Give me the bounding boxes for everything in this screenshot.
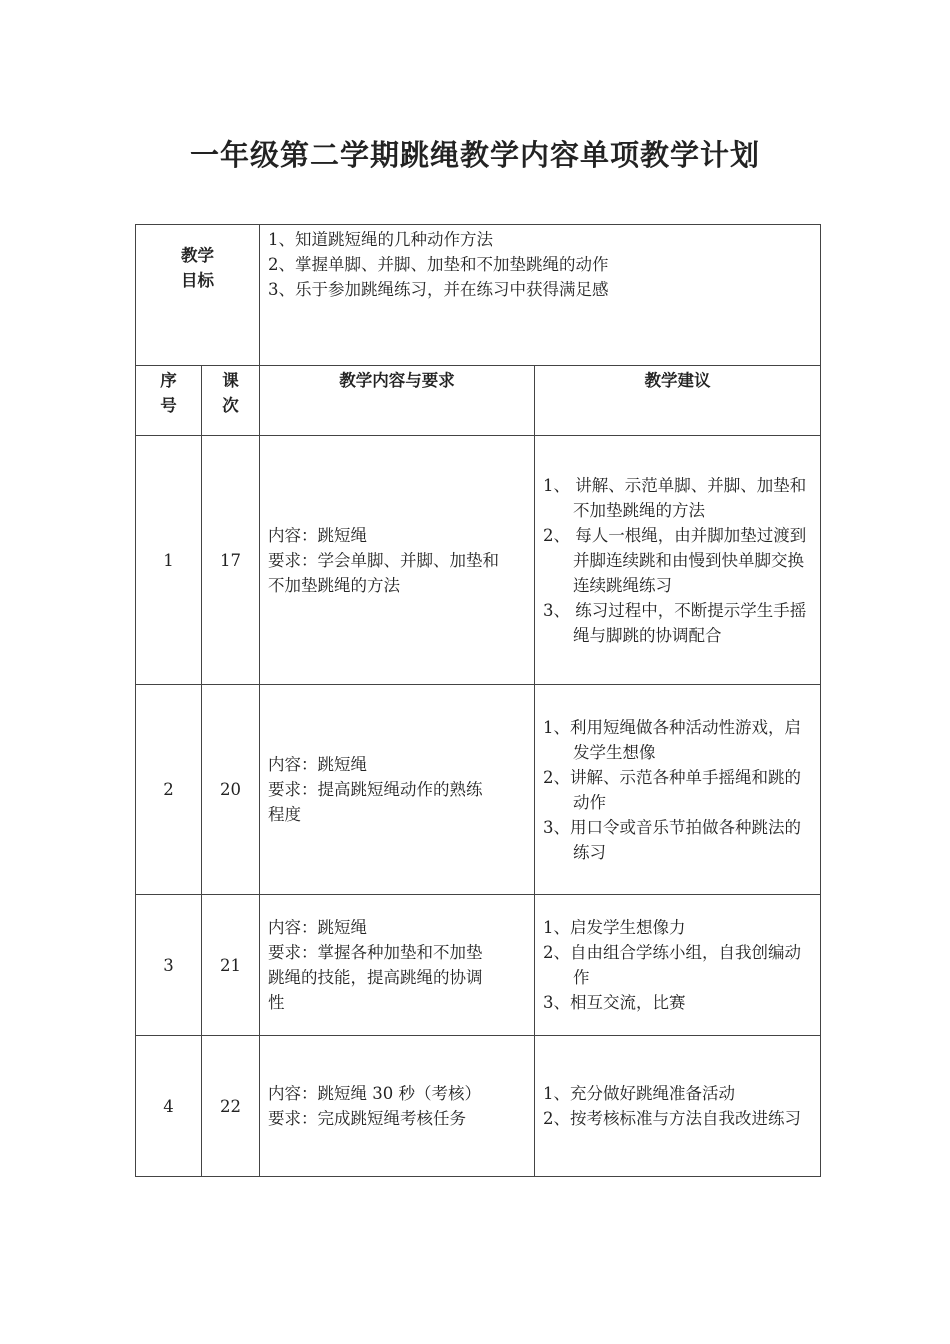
goals-label-line1: 教学: [181, 246, 214, 265]
goals-label-cell: [136, 225, 260, 366]
content-line: 内容：跳短绳: [268, 525, 367, 545]
suggestion-item: 1、充分做好跳绳准备活动: [543, 1084, 735, 1103]
teaching-plan-table: [135, 224, 821, 1177]
header-content: 教学内容与要求: [260, 366, 535, 436]
row-seq: 2: [136, 685, 202, 895]
row-lesson: 21: [202, 895, 260, 1036]
header-lesson: [202, 366, 260, 436]
content-line: 要求：掌握各种加垫和不加垫: [268, 943, 483, 962]
header-lesson-line1: 课: [222, 371, 239, 390]
row-content: [260, 685, 535, 895]
content-line: 跳绳的技能，提高跳绳的协调: [268, 968, 483, 987]
row-lesson: 20: [202, 685, 260, 895]
goals-list-cell: [260, 225, 821, 366]
row-lesson: 17: [202, 436, 260, 685]
suggestion-item: 2、自由组合学练小组，自我创编动作: [543, 943, 801, 987]
suggestion-item: 2、按考核标准与方法自我改进练习: [543, 1109, 801, 1128]
goal-item: 2、掌握单脚、并脚、加垫和不加垫跳绳的动作: [268, 255, 609, 274]
row-content: [260, 1036, 535, 1177]
row-content: [260, 895, 535, 1036]
content-line: 内容：跳短绳: [268, 918, 367, 937]
goals-row: [136, 225, 821, 366]
row-seq: 1: [136, 436, 202, 685]
suggestion-item: 2、 每人一根绳，由并脚加垫过渡到并脚连续跳和由慢到快单脚交换连续跳绳练习: [543, 525, 807, 595]
content-line: 内容：跳短绳 30 秒（考核）: [268, 1084, 481, 1103]
header-seq: [136, 366, 202, 436]
header-row: [136, 366, 821, 436]
table-row: [136, 1036, 821, 1177]
goal-item: 3、乐于参加跳绳练习，并在练习中获得满足感: [268, 280, 609, 299]
header-suggestion: 教学建议: [535, 366, 821, 436]
suggestion-item: 3、 练习过程中，不断提示学生手摇绳与脚跳的协调配合: [543, 600, 807, 645]
goal-item: 1、知道跳短绳的几种动作方法: [268, 230, 493, 249]
content-line: 要求：学会单脚、并脚、加垫和: [268, 550, 499, 570]
suggestion-item: 1、利用短绳做各种活动性游戏，启发学生想像: [543, 717, 801, 762]
row-seq: 3: [136, 895, 202, 1036]
suggestion-item: 1、启发学生想像力: [543, 918, 686, 937]
row-suggestions: [535, 685, 821, 895]
header-seq-line2: 号: [160, 396, 177, 415]
row-lesson: 22: [202, 1036, 260, 1177]
header-lesson-line2: 次: [222, 396, 239, 415]
table-row: [136, 436, 821, 685]
content-line: 要求：提高跳短绳动作的熟练: [268, 780, 483, 799]
suggestion-item: 3、用口令或音乐节拍做各种跳法的练习: [543, 817, 801, 862]
content-line: 不加垫跳绳的方法: [268, 575, 400, 595]
content-line: 要求：完成跳短绳考核任务: [268, 1109, 466, 1128]
row-suggestions: [535, 436, 821, 685]
table-row: [136, 685, 821, 895]
row-content: [260, 436, 535, 685]
table-row: [136, 895, 821, 1036]
row-seq: 4: [136, 1036, 202, 1177]
goals-label-line2: 目标: [181, 271, 214, 290]
page-title: 一年级第二学期跳绳教学内容单项教学计划: [189, 138, 760, 172]
row-suggestions: [535, 895, 821, 1036]
row-suggestions: [535, 1036, 821, 1177]
suggestion-item: 1、 讲解、示范单脚、并脚、加垫和不加垫跳绳的方法: [543, 475, 807, 520]
content-line: 内容：跳短绳: [268, 755, 367, 774]
suggestion-item: 3、相互交流，比赛: [543, 993, 686, 1012]
suggestion-item: 2、讲解、示范各种单手摇绳和跳的动作: [543, 767, 801, 812]
content-line: 性: [268, 993, 285, 1012]
content-line: 程度: [268, 805, 301, 824]
header-seq-line1: 序: [160, 371, 177, 390]
